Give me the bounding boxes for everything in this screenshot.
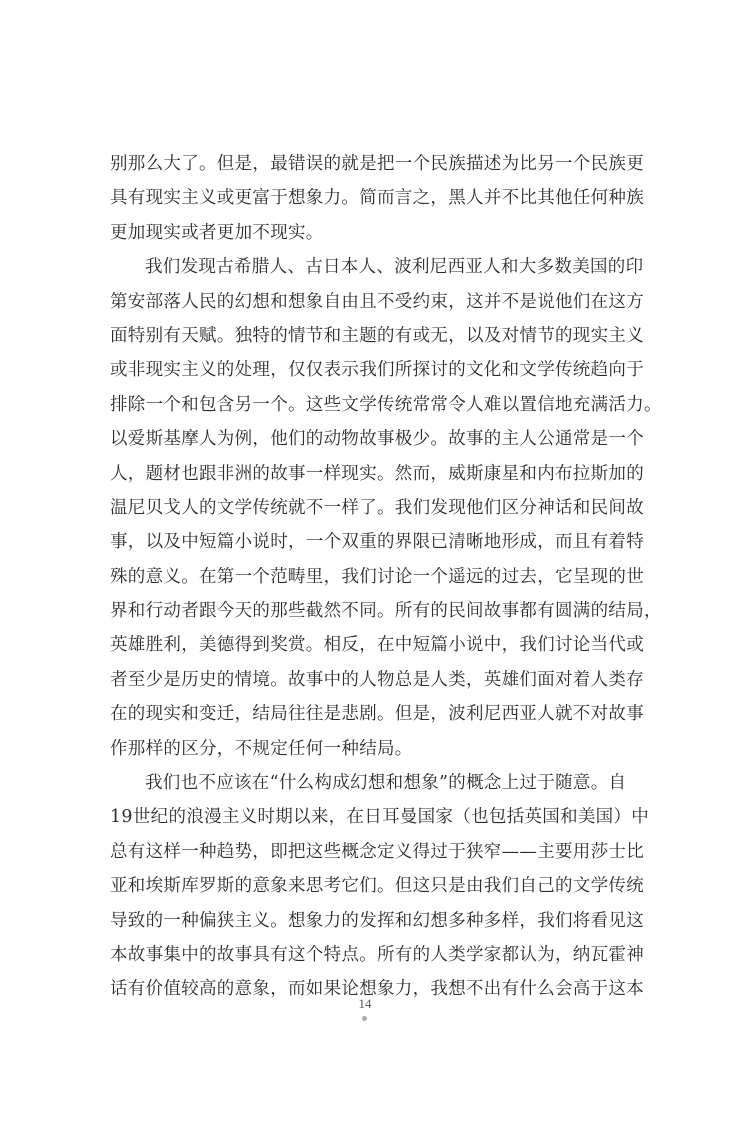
text-line: 更加现实或者更加不现实。 <box>110 222 324 243</box>
text-line: 作那样的区分，不规定任何一种结局。 <box>110 738 413 759</box>
text-line: 界和行动者跟今天的那些截然不同。所有的民间故事都有圆满的结局， <box>110 601 662 622</box>
text-line: 者至少是历史的情境。故事中的人物总是人类，英雄们面对着人类存 <box>110 669 644 690</box>
text-line: 以爱斯基摩人为例，他们的动物故事极少。故事的主人公通常是一个 <box>110 429 644 450</box>
text-line: 我们发现古希腊人、古日本人、波利尼西亚人和大多数美国的印 <box>145 257 644 278</box>
body-text <box>110 147 662 1007</box>
text-line: 或非现实主义的处理，仅仅表示我们所探讨的文化和文学传统趋向于 <box>110 360 644 381</box>
page-number: 14 <box>358 996 372 1011</box>
text-line: 殊的意义。在第一个范畴里，我们讨论一个遥远的过去，它呈现的世 <box>110 566 644 587</box>
text-line: 英雄胜利，美德得到奖赏。相反，在中短篇小说中，我们讨论当代或 <box>110 635 644 656</box>
text-line: 人，题材也跟非洲的故事一样现实。然而，威斯康星和内布拉斯加的 <box>110 463 644 484</box>
text-line: 本故事集中的故事具有这个特点。所有的人类学家都认为，纳瓦霍神 <box>110 944 644 965</box>
text-line: 具有现实主义或更富于想象力。简而言之，黑人并不比其他任何种族 <box>110 188 644 209</box>
text-line: 温尼贝戈人的文学传统就不一样了。我们发现他们区分神话和民间故 <box>110 497 644 518</box>
text-line: 面特别有天赋。独特的情节和主题的有或无，以及对情节的现实主义 <box>110 325 644 346</box>
text-line: 排除一个和包含另一个。这些文学传统常常令人难以置信地充满活力。 <box>110 394 662 415</box>
page-dot-ornament <box>362 1016 367 1021</box>
text-line: 在的现实和变迁，结局往往是悲剧。但是，波利尼西亚人就不对故事 <box>110 704 644 725</box>
text-line: 我们也不应该在“什么构成幻想和想象”的概念上过于随意。自 <box>145 773 627 794</box>
text-line: 别那么大了。但是，最错误的就是把一个民族描述为比另一个民族更 <box>110 154 644 174</box>
text-line: 第安部落人民的幻想和想象自由且不受约束，这并不是说他们在这方 <box>110 291 644 312</box>
text-line: 亚和埃斯库罗斯的意象来思考它们。但这只是由我们自己的文学传统 <box>110 876 644 897</box>
text-line: 导致的一种偏狭主义。想象力的发挥和幻想多种多样，我们将看见这 <box>110 910 644 931</box>
text-line: 19世纪的浪漫主义时期以来，在日耳曼国家（也包括英国和美国）中 <box>110 807 650 828</box>
text-line: 总有这样一种趋势，即把这些概念定义得过于狭窄——主要用莎士比 <box>110 841 644 862</box>
text-line: 事，以及中短篇小说时，一个双重的界限已清晰地形成，而且有着特 <box>110 532 644 553</box>
text-line: 话有价值较高的意象，而如果论想象力，我想不出有什么会高于这本 <box>110 979 644 1000</box>
